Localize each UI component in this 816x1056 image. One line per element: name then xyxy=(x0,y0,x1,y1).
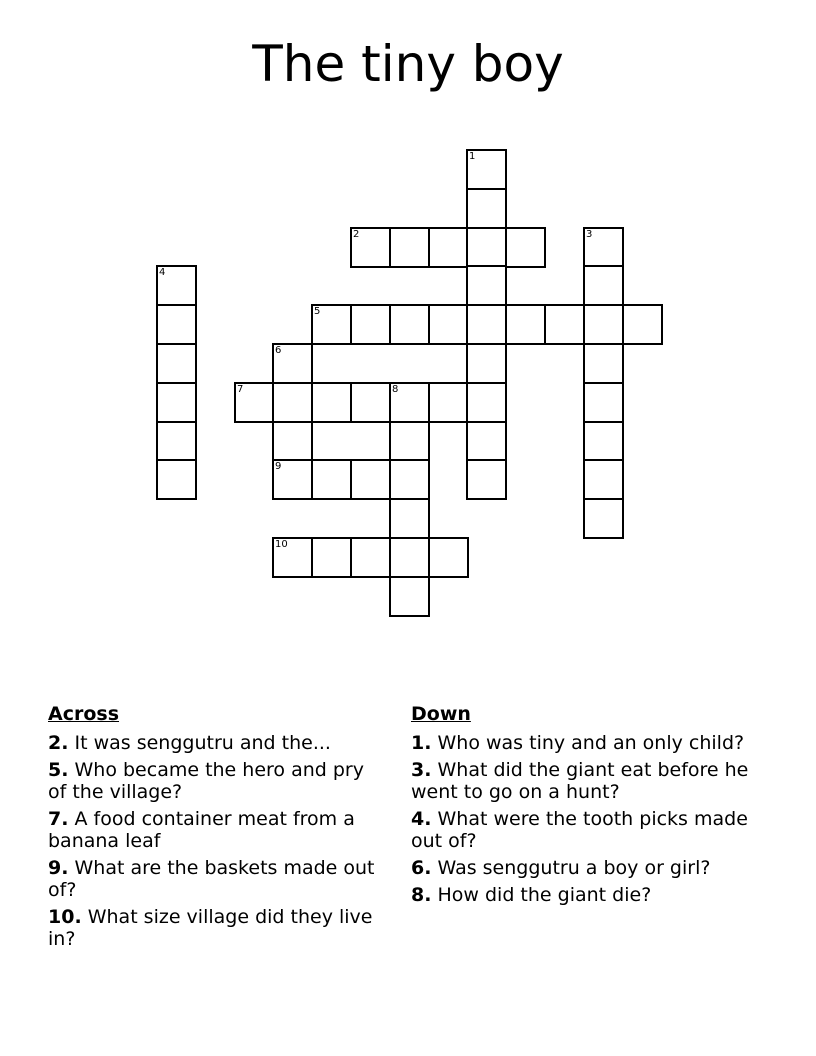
crossword-cell-8[interactable] xyxy=(389,382,430,423)
clue-text: What were the tooth picks made out of? xyxy=(411,808,748,852)
clue-number-label: 8 xyxy=(392,384,399,395)
crossword-cell[interactable] xyxy=(583,459,624,500)
crossword-cell[interactable] xyxy=(156,304,197,345)
clue-text: What did the giant eat before he went to go on a hunt? xyxy=(411,759,749,803)
crossword-cell[interactable] xyxy=(466,304,507,345)
clue-number: 10. xyxy=(48,906,82,928)
down-clue xyxy=(411,884,771,906)
across-clue xyxy=(48,857,388,901)
crossword-cell[interactable] xyxy=(311,459,352,500)
crossword-cell[interactable] xyxy=(505,304,546,345)
clue-number-label: 9 xyxy=(275,461,282,472)
crossword-cell[interactable] xyxy=(428,227,469,268)
crossword-cell[interactable] xyxy=(583,265,624,306)
crossword-cell[interactable] xyxy=(428,382,469,423)
across-heading: Across xyxy=(48,703,120,725)
crossword-cell[interactable] xyxy=(466,265,507,306)
crossword-cell[interactable] xyxy=(466,188,507,229)
clue-number: 5. xyxy=(48,759,69,781)
crossword-cell[interactable] xyxy=(583,343,624,384)
crossword-cell[interactable] xyxy=(389,459,430,500)
crossword-cell[interactable] xyxy=(428,304,469,345)
crossword-cell-6[interactable] xyxy=(272,343,313,384)
clue-text: What size village did they live in? xyxy=(48,906,373,950)
clue-text: Who was tiny and an only child? xyxy=(437,732,745,754)
clue-text: Was senggutru a boy or girl? xyxy=(437,857,711,879)
clue-number-label: 10 xyxy=(275,539,288,550)
clue-number: 1. xyxy=(411,732,432,754)
crossword-cell[interactable] xyxy=(156,459,197,500)
clue-number: 4. xyxy=(411,808,432,830)
crossword-cell[interactable] xyxy=(350,459,391,500)
across-clue xyxy=(48,759,388,803)
crossword-cell[interactable] xyxy=(389,498,430,539)
crossword-cell[interactable] xyxy=(350,537,391,578)
crossword-cell-10[interactable] xyxy=(272,537,313,578)
clue-number: 8. xyxy=(411,884,432,906)
clue-number-label: 1 xyxy=(469,151,476,162)
crossword-cell[interactable] xyxy=(583,421,624,462)
down-clues xyxy=(411,702,771,911)
clue-text: Who became the hero and pry of the village? xyxy=(48,759,364,803)
crossword-cell-7[interactable] xyxy=(234,382,275,423)
across-clue xyxy=(48,732,388,754)
down-clue xyxy=(411,857,771,879)
clue-number: 9. xyxy=(48,857,69,879)
crossword-cell[interactable] xyxy=(156,382,197,423)
clue-text: It was senggutru and the... xyxy=(74,732,331,754)
crossword-cell[interactable] xyxy=(466,343,507,384)
across-clue xyxy=(48,808,388,852)
down-heading: Down xyxy=(411,703,471,725)
crossword-cell[interactable] xyxy=(466,382,507,423)
clue-number-label: 7 xyxy=(237,384,244,395)
crossword-cell[interactable] xyxy=(466,421,507,462)
page-title: The tiny boy xyxy=(252,35,564,93)
down-clue xyxy=(411,759,771,803)
crossword-cell-1[interactable] xyxy=(466,149,507,190)
crossword-cell[interactable] xyxy=(583,304,624,345)
crossword-cell[interactable] xyxy=(466,459,507,500)
clue-number-label: 5 xyxy=(314,306,321,317)
crossword-cell[interactable] xyxy=(389,227,430,268)
clue-number: 7. xyxy=(48,808,69,830)
clue-number-label: 6 xyxy=(275,345,282,356)
crossword-cell[interactable] xyxy=(583,382,624,423)
crossword-cell[interactable] xyxy=(389,537,430,578)
across-clues xyxy=(48,702,388,955)
clue-number: 2. xyxy=(48,732,69,754)
crossword-cell-9[interactable] xyxy=(272,459,313,500)
crossword-cell[interactable] xyxy=(466,227,507,268)
clue-number-label: 3 xyxy=(586,229,593,240)
crossword-cell[interactable] xyxy=(156,343,197,384)
clue-number-label: 4 xyxy=(159,267,166,278)
crossword-cell[interactable] xyxy=(156,421,197,462)
down-clue xyxy=(411,732,771,754)
crossword-cell-3[interactable] xyxy=(583,227,624,268)
clue-number-label: 2 xyxy=(353,229,360,240)
crossword-cell-2[interactable] xyxy=(350,227,391,268)
crossword-cell[interactable] xyxy=(311,382,352,423)
clue-text: What are the baskets made out of? xyxy=(48,857,375,901)
clue-text: A food container meat from a banana leaf xyxy=(48,808,355,852)
crossword-cell[interactable] xyxy=(272,421,313,462)
down-clue xyxy=(411,808,771,852)
crossword-cell[interactable] xyxy=(389,421,430,462)
crossword-cell[interactable] xyxy=(389,576,430,617)
crossword-cell[interactable] xyxy=(505,227,546,268)
crossword-cell-5[interactable] xyxy=(311,304,352,345)
crossword-cell[interactable] xyxy=(389,304,430,345)
crossword-cell-4[interactable] xyxy=(156,265,197,306)
clue-number: 3. xyxy=(411,759,432,781)
crossword-cell[interactable] xyxy=(272,382,313,423)
crossword-cell[interactable] xyxy=(622,304,663,345)
clue-number: 6. xyxy=(411,857,432,879)
crossword-cell[interactable] xyxy=(350,304,391,345)
clue-text: How did the giant die? xyxy=(437,884,652,906)
crossword-cell[interactable] xyxy=(311,537,352,578)
crossword-cell[interactable] xyxy=(428,537,469,578)
across-clue xyxy=(48,906,388,950)
crossword-cell[interactable] xyxy=(350,382,391,423)
crossword-cell[interactable] xyxy=(583,498,624,539)
crossword-cell[interactable] xyxy=(544,304,585,345)
